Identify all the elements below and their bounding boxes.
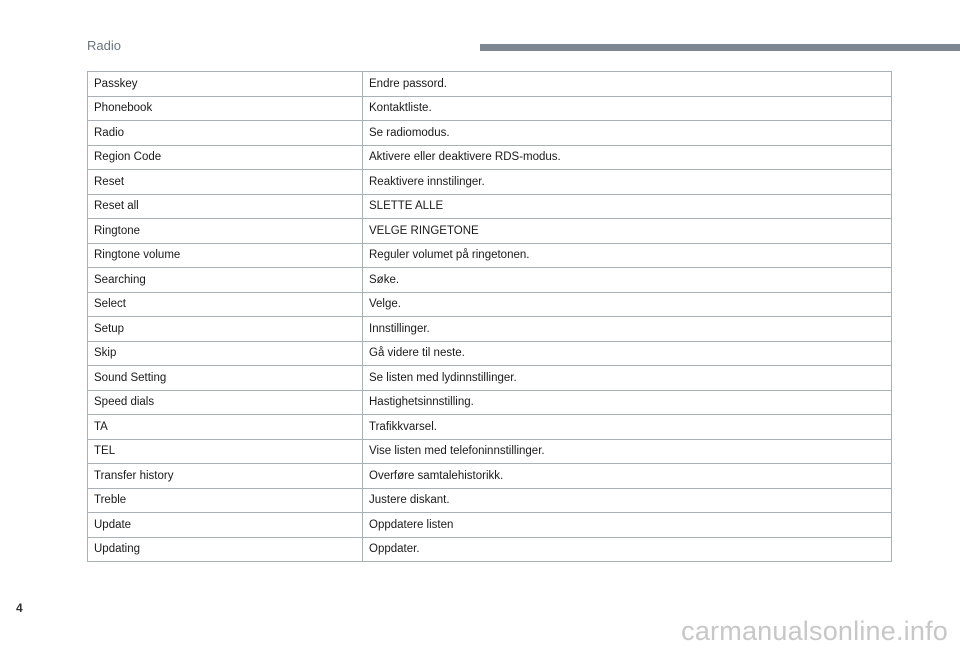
term-cell: Transfer history bbox=[88, 464, 363, 489]
table-row bbox=[88, 513, 892, 538]
glossary-table bbox=[87, 71, 892, 562]
term-cell: Setup bbox=[88, 317, 363, 342]
table-row bbox=[88, 366, 892, 391]
description-cell: Overføre samtalehistorikk. bbox=[363, 464, 892, 489]
table-row bbox=[88, 219, 892, 244]
description-cell: VELGE RINGETONE bbox=[363, 219, 892, 244]
description-cell: Innstillinger. bbox=[363, 317, 892, 342]
term-cell: Radio bbox=[88, 121, 363, 146]
watermark: carmanualsonline.info bbox=[681, 616, 948, 646]
term-cell: Region Code bbox=[88, 145, 363, 170]
table-row bbox=[88, 488, 892, 513]
table-row bbox=[88, 317, 892, 342]
header-bar bbox=[480, 44, 960, 51]
description-cell: Velge. bbox=[363, 292, 892, 317]
description-cell: Reguler volumet på ringetonen. bbox=[363, 243, 892, 268]
table-row bbox=[88, 268, 892, 293]
term-cell: Reset all bbox=[88, 194, 363, 219]
term-cell: Updating bbox=[88, 537, 363, 562]
table-row bbox=[88, 415, 892, 440]
term-cell: Ringtone bbox=[88, 219, 363, 244]
description-cell: Justere diskant. bbox=[363, 488, 892, 513]
description-cell: Søke. bbox=[363, 268, 892, 293]
term-cell: TEL bbox=[88, 439, 363, 464]
table-row bbox=[88, 121, 892, 146]
term-cell: Skip bbox=[88, 341, 363, 366]
description-cell: SLETTE ALLE bbox=[363, 194, 892, 219]
term-cell: Passkey bbox=[88, 72, 363, 97]
description-cell: Kontaktliste. bbox=[363, 96, 892, 121]
table-row bbox=[88, 170, 892, 195]
term-cell: Reset bbox=[88, 170, 363, 195]
description-cell: Se listen med lydinnstillinger. bbox=[363, 366, 892, 391]
table-row bbox=[88, 72, 892, 97]
term-cell: Update bbox=[88, 513, 363, 538]
table-row bbox=[88, 341, 892, 366]
table-row bbox=[88, 292, 892, 317]
table-row bbox=[88, 464, 892, 489]
description-cell: Se radiomodus. bbox=[363, 121, 892, 146]
term-cell: Select bbox=[88, 292, 363, 317]
page-number: 4 bbox=[16, 601, 23, 615]
description-cell: Aktivere eller deaktivere RDS-modus. bbox=[363, 145, 892, 170]
description-cell: Trafikkvarsel. bbox=[363, 415, 892, 440]
term-cell: TA bbox=[88, 415, 363, 440]
term-cell: Ringtone volume bbox=[88, 243, 363, 268]
table-row bbox=[88, 439, 892, 464]
description-cell: Oppdatere listen bbox=[363, 513, 892, 538]
description-cell: Endre passord. bbox=[363, 72, 892, 97]
section-title: Radio bbox=[87, 38, 121, 53]
term-cell: Searching bbox=[88, 268, 363, 293]
table-row bbox=[88, 243, 892, 268]
table-row bbox=[88, 96, 892, 121]
table-row bbox=[88, 145, 892, 170]
description-cell: Hastighetsinnstilling. bbox=[363, 390, 892, 415]
description-cell: Reaktivere innstilinger. bbox=[363, 170, 892, 195]
term-cell: Speed dials bbox=[88, 390, 363, 415]
description-cell: Vise listen med telefoninnstillinger. bbox=[363, 439, 892, 464]
description-cell: Gå videre til neste. bbox=[363, 341, 892, 366]
description-cell: Oppdater. bbox=[363, 537, 892, 562]
term-cell: Phonebook bbox=[88, 96, 363, 121]
table-row bbox=[88, 194, 892, 219]
term-cell: Sound Setting bbox=[88, 366, 363, 391]
term-cell: Treble bbox=[88, 488, 363, 513]
table-row bbox=[88, 537, 892, 562]
table-row bbox=[88, 390, 892, 415]
